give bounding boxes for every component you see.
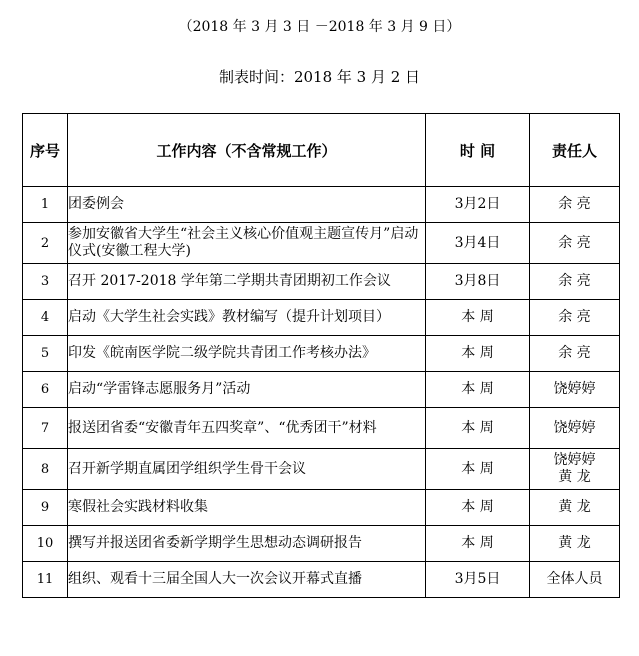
table-row [23, 187, 620, 223]
row-number: 8 [23, 449, 68, 490]
row-person: 余 亮 [530, 336, 620, 372]
table-row [23, 562, 620, 598]
row-number: 9 [23, 490, 68, 526]
row-content: 寒假社会实践材料收集 [68, 490, 426, 526]
table-row [23, 408, 620, 449]
row-time: 3月4日 [426, 223, 530, 264]
table-header-row [23, 114, 620, 187]
header-number: 序号 [23, 114, 68, 187]
table-row [23, 300, 620, 336]
row-person: 饶婷婷 [553, 452, 596, 468]
row-number: 6 [23, 372, 68, 408]
row-number: 10 [23, 526, 68, 562]
row-person: 黄 龙 [530, 490, 620, 526]
table-row [23, 526, 620, 562]
row-number: 1 [23, 187, 68, 223]
creation-date-heading: 制表时间：2018 年 3 月 2 日 [218, 68, 421, 86]
header-responsible: 责任人 [530, 114, 620, 187]
table-row [23, 449, 620, 490]
row-person: 余 亮 [530, 264, 620, 300]
table-row [23, 490, 620, 526]
row-time: 本 周 [426, 336, 530, 372]
row-person: 全体人员 [530, 562, 620, 598]
row-person-second: 黄 龙 [558, 469, 591, 485]
row-time: 本 周 [426, 408, 530, 449]
row-time: 3月5日 [426, 562, 530, 598]
row-number: 2 [23, 223, 68, 264]
row-content: 启动“学雷锋志愿服务月”活动 [68, 372, 426, 408]
table-row [23, 336, 620, 372]
row-content: 撰写并报送团省委新学期学生思想动态调研报告 [68, 526, 426, 562]
header-content: 工作内容（不含常规工作） [68, 114, 426, 187]
row-number: 11 [23, 562, 68, 598]
table-row [23, 264, 620, 300]
row-person: 余 亮 [530, 187, 620, 223]
row-content: 参加安徽省大学生“社会主义核心价值观主题宣传月”启动仪式(安徽工程大学) [68, 223, 426, 264]
row-content: 启动《大学生社会实践》教材编写（提升计划项目） [68, 300, 426, 336]
row-person: 黄 龙 [530, 526, 620, 562]
header-time: 时 间 [426, 114, 530, 187]
row-number: 5 [23, 336, 68, 372]
row-number: 7 [23, 408, 68, 449]
table-row [23, 223, 620, 264]
row-person-pair [530, 449, 620, 490]
row-time: 本 周 [426, 300, 530, 336]
row-time: 本 周 [426, 526, 530, 562]
row-person: 饶婷婷 [530, 408, 620, 449]
row-time: 本 周 [426, 372, 530, 408]
row-content: 团委例会 [68, 187, 426, 223]
row-time: 3月8日 [426, 264, 530, 300]
row-time: 本 周 [426, 490, 530, 526]
date-range-heading: （2018 年 3 月 3 日 －2018 年 3 月 9 日） [178, 19, 461, 35]
row-person: 余 亮 [530, 300, 620, 336]
work-schedule-table [22, 113, 620, 598]
row-content: 报送团省委“安徽青年五四奖章”、“优秀团干”材料 [68, 408, 426, 449]
row-number: 4 [23, 300, 68, 336]
row-content: 组织、观看十三届全国人大一次会议开幕式直播 [68, 562, 426, 598]
row-person: 饶婷婷 [530, 372, 620, 408]
row-content: 召开 2017-2018 学年第二学期共青团期初工作会议 [68, 264, 426, 300]
row-content: 召开新学期直属团学组织学生骨干会议 [68, 449, 426, 490]
table-row [23, 372, 620, 408]
row-person: 余 亮 [530, 223, 620, 264]
row-time: 本 周 [426, 449, 530, 490]
row-content: 印发《皖南医学院二级学院共青团工作考核办法》 [68, 336, 426, 372]
row-number: 3 [23, 264, 68, 300]
row-time: 3月2日 [426, 187, 530, 223]
